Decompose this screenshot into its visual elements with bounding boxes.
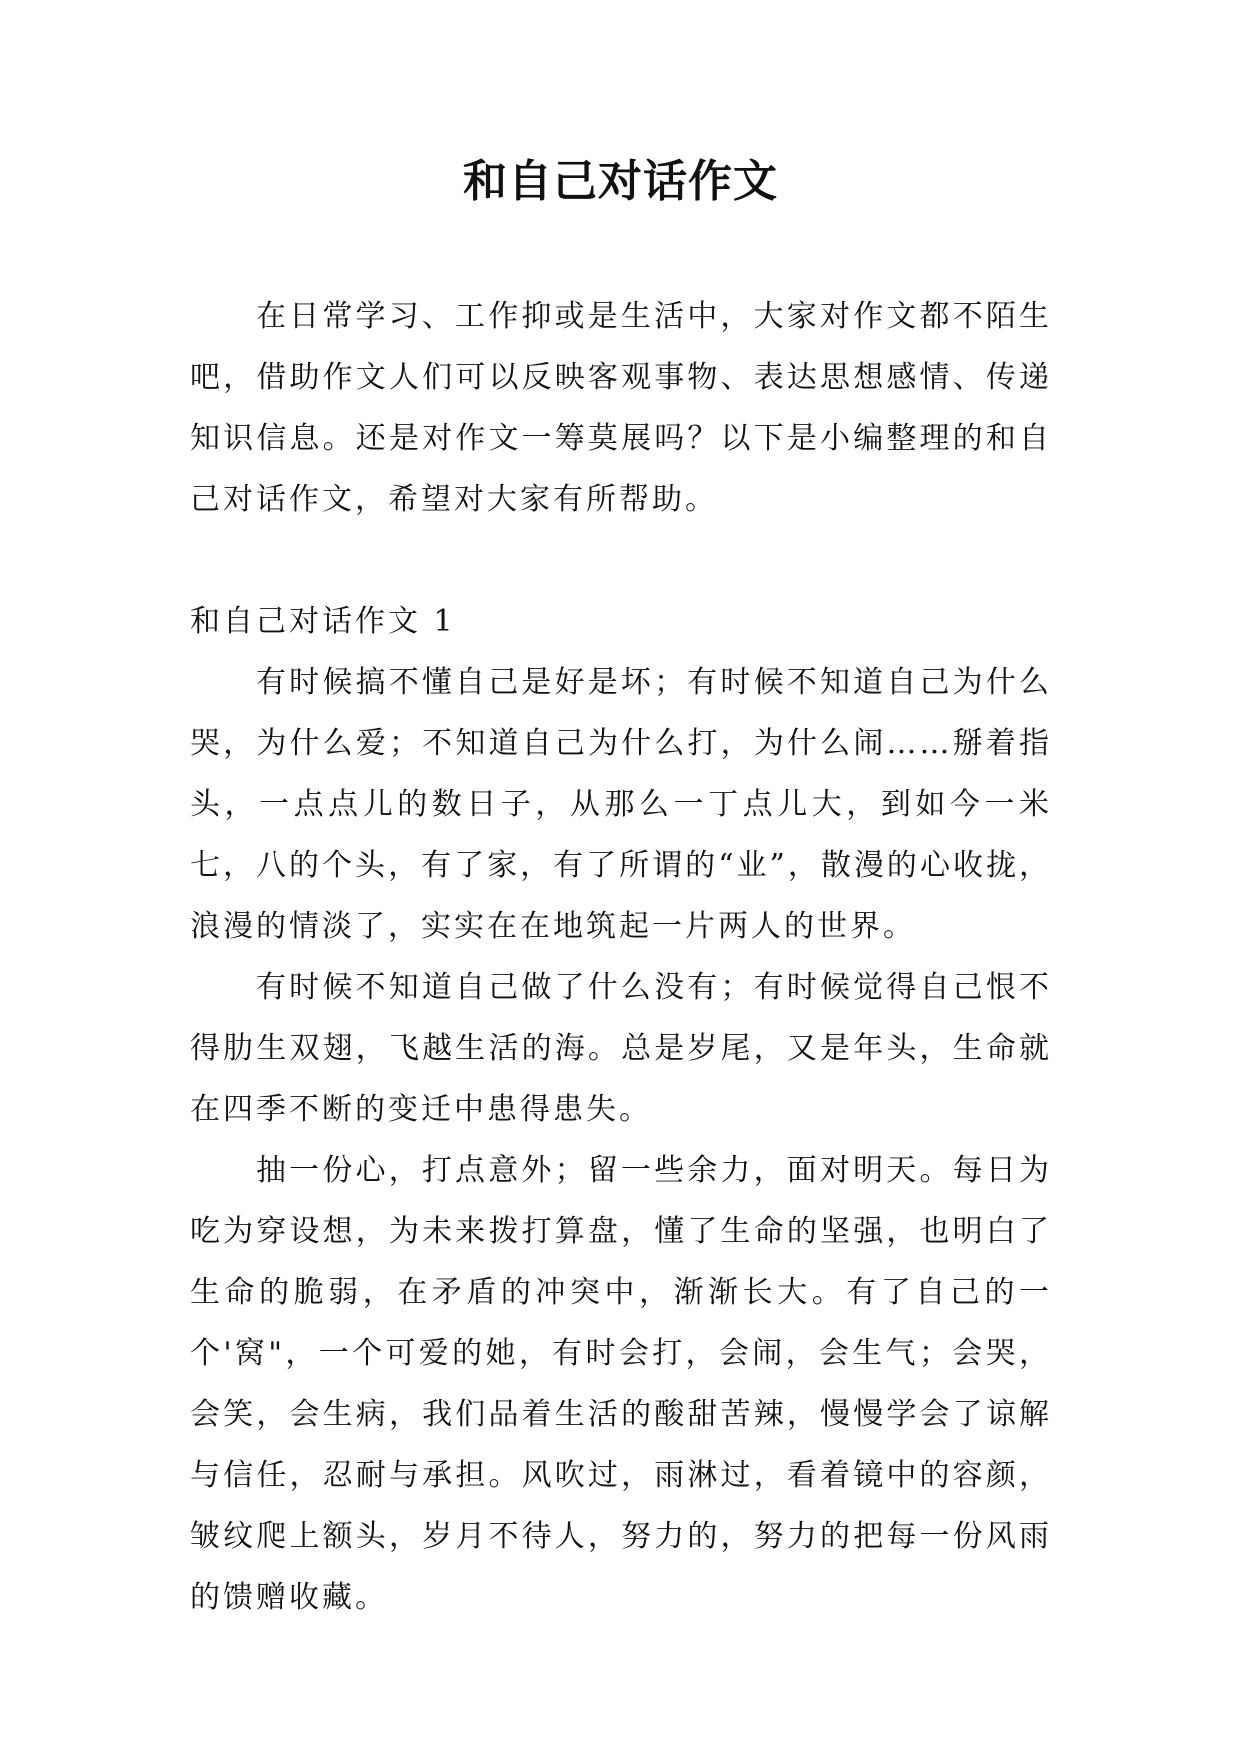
section-heading: 和自己对话作文 1 [190, 604, 456, 639]
document-body [190, 286, 1052, 1628]
intro-paragraph: 在日常学习、工作抑或是生活中，大家对作文都不陌生吧，借助作文人们可以反映客观事物、表达思想感情、传递知识信息。还是对作文一筹莫展吗？以下是小编整理的和自己对话作文，希望对大家有所帮助。 [190, 299, 1052, 517]
body-paragraph: 有时候搞不懂自己是好是坏；有时候不知道自己为什么哭，为什么爱；不知道自己为什么打，为什么闹……掰着指头，一点点儿的数日子，从那么一丁点儿大，到如今一米七，八的个头，有了家，有了所谓的“业”，散漫的心收拢，浪漫的情淡了，实实在在地筑起一片两人的世界。 [190, 665, 1052, 944]
body-paragraph: 抽一份心，打点意外；留一些余力，面对明天。每日为吃为穿设想，为未来拨打算盘，懂了生命的坚强，也明白了生命的脆弱，在矛盾的冲突中，渐渐长大。有了自己的一个'窝"，一个可爱的她，有时会打，会闹，会生气；会哭，会笑，会生病，我们品着生活的酸甜苦辣，慢慢学会了谅解与信任，忍耐与承担。风吹过，雨淋过，看着镜中的容颜，皱纹爬上额头，岁月不待人，努力的，努力的把每一份风雨的馈赠收藏。 [190, 1153, 1052, 1615]
body-paragraph: 有时候不知道自己做了什么没有；有时候觉得自己恨不得肋生双翅，飞越生活的海。总是岁尾，又是年头，生命就在四季不断的变迁中患得患失。 [190, 970, 1052, 1127]
document-title: 和自己对话作文 [463, 156, 778, 207]
